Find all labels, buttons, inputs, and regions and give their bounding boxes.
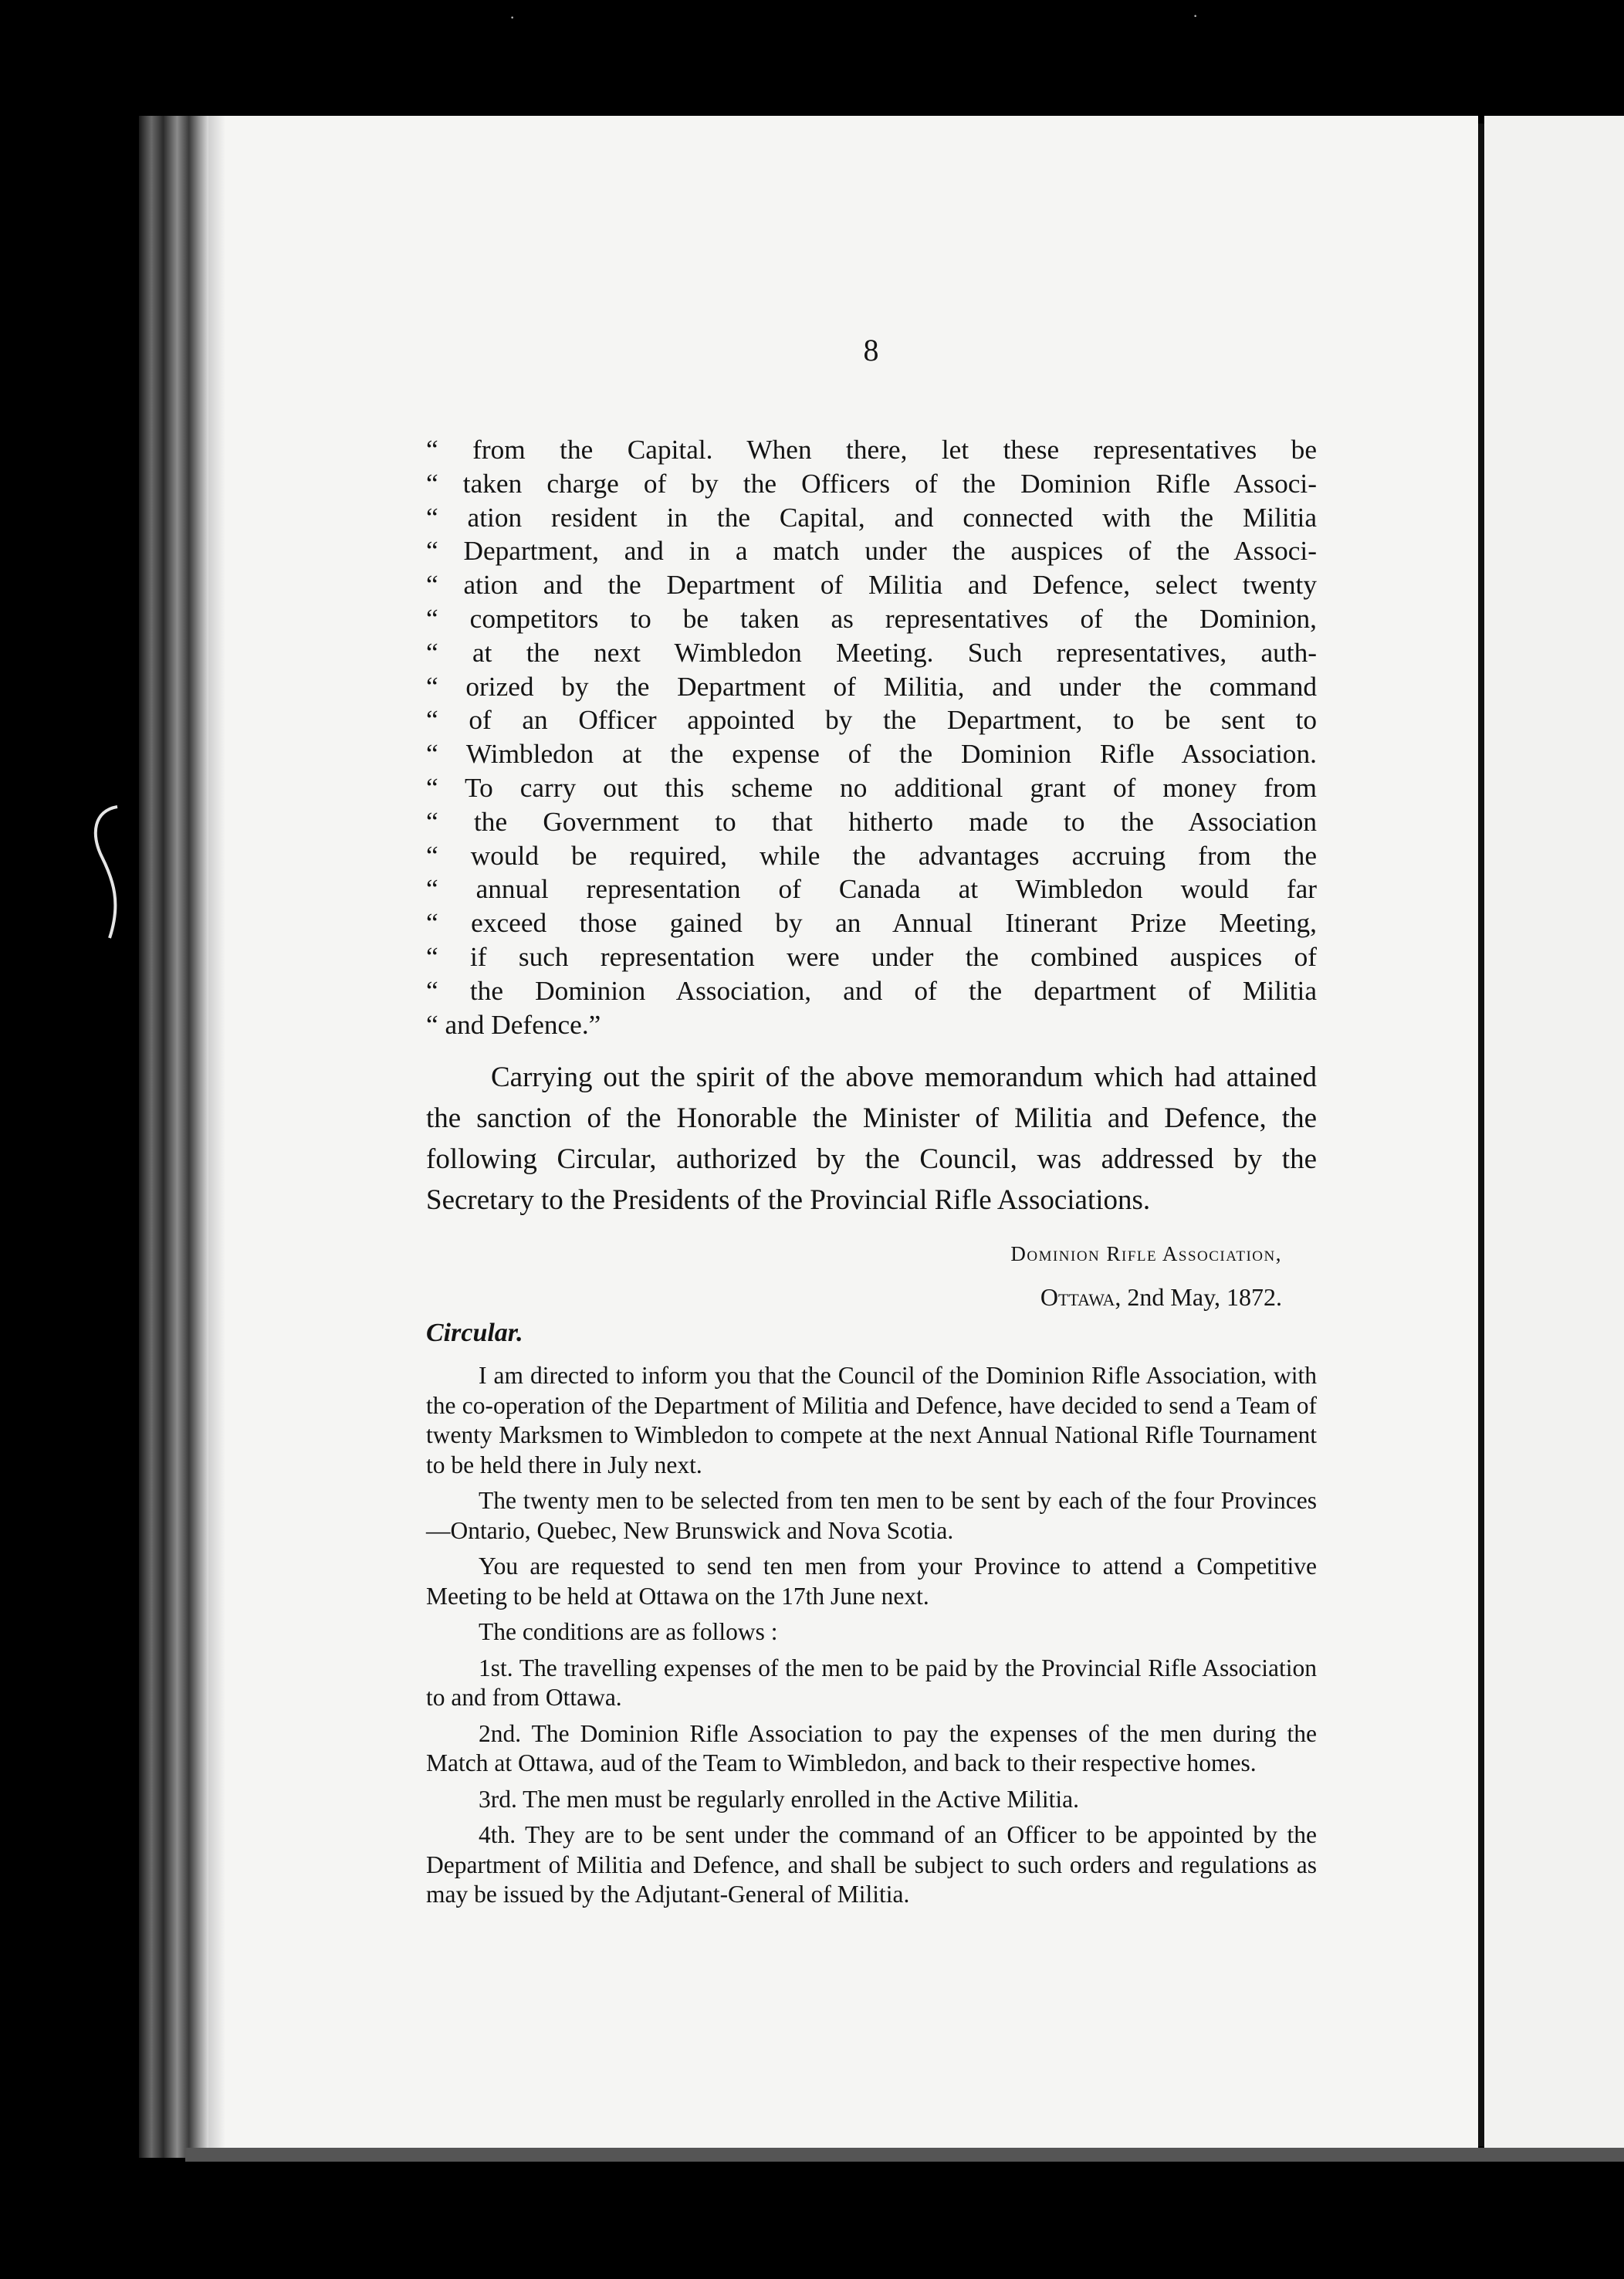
facing-page-edge	[1484, 116, 1624, 2148]
signature-date-line	[426, 1279, 1282, 1315]
circular-paragraph: The conditions are as follows :	[479, 1618, 778, 1646]
quoted-memorandum	[426, 433, 1317, 1041]
signature-date: 2nd May, 1872.	[1127, 1283, 1282, 1312]
circular-paragraph: The twenty men to be selected from ten men to be sent by each of the four Provinces—Ontario, Quebec, New Brunswick and Nova Scotia.	[426, 1487, 1317, 1544]
scan-specks: ·	[1193, 6, 1199, 25]
quote-line: “ from the Capital. When there, let these representatives be	[426, 435, 1317, 465]
condition-item: 4th. They are to be sent under the command of an Officer to be appointed by the Department of Militia and Defence, and shall be subject to such orders and regulations as may be issued by the Adjutant-General of Militia.	[426, 1821, 1317, 1908]
body-paragraph: Carrying out the spirit of the above memorandum which had attained the sanction of the Honorable the Minister of Militia and Defence, the following Circular, authorized by the Council, was addressed by the Secretary to the Presidents of the Provincial Rifle Associations.	[426, 1062, 1317, 1217]
page-number: 8	[863, 333, 880, 367]
page-content	[426, 332, 1317, 1916]
quote-line: “ To carry out this scheme no additional grant of money from	[426, 772, 1317, 803]
quote-line: “ ation and the Department of Militia and Defence, select twenty	[426, 570, 1317, 601]
condition-item: 2nd. The Dominion Rifle Association to pay the expenses of the men during the Match at Ottawa, aud of the Team to Wimbledon, and back to their respective homes.	[426, 1719, 1317, 1777]
quote-line: “ annual representation of Canada at Wimbledon would far	[426, 874, 1317, 905]
circular-paragraph: I am directed to inform you that the Council of the Dominion Rifle Association, with the co-operation of the Department of Militia and Defence, have decided to send a Team of twenty Marksmen to Wimbledon to compete at the next Annual National Rifle Tournament to be held there in July next.	[426, 1362, 1317, 1478]
thread-mark	[86, 803, 133, 942]
quote-line: “ ation resident in the Capital, and connected with the Militia	[426, 502, 1317, 533]
quote-line: “ Wimbledon at the expense of the Dominion Rifle Association.	[426, 739, 1317, 770]
quote-line: “ would be required, while the advantages accruing from the	[426, 840, 1317, 871]
book-spine	[139, 116, 208, 2158]
signature-place: Ottawa,	[1040, 1283, 1122, 1312]
quote-line: “ competitors to be taken as representatives of the Dominion,	[426, 603, 1317, 634]
circular-paragraph: You are requested to send ten men from your Province to attend a Competitive Meeting to be held at Ottawa on the 17th June next.	[426, 1553, 1317, 1610]
quote-line: “ and Defence.”	[426, 1009, 601, 1040]
quote-line: “ Department, and in a match under the auspices of the Associ-	[426, 536, 1317, 567]
quote-line: “ exceed those gained by an Annual Itinerant Prize Meeting,	[426, 908, 1317, 939]
circular-heading: Circular.	[426, 1319, 523, 1348]
quote-line: “ the Dominion Association, and of the department of Militia	[426, 975, 1317, 1006]
quote-line: “ taken charge of by the Officers of the Dominion Rifle Associ-	[426, 468, 1317, 499]
quote-line: “ orized by the Department of Militia, and under the command	[426, 671, 1317, 702]
quote-line: “ at the next Wimbledon Meeting. Such representatives, auth-	[426, 637, 1317, 668]
condition-item: 3rd. The men must be regularly enrolled in the Active Militia.	[479, 1785, 1079, 1813]
scan-specks: ·	[509, 8, 516, 27]
quote-line: “ the Government to that hitherto made to the Association	[426, 806, 1317, 837]
condition-item: 1st. The travelling expenses of the men to be paid by the Provincial Rifle Association to and from Ottawa.	[426, 1654, 1317, 1712]
signature-organization: Dominion Rifle Association,	[1010, 1242, 1282, 1266]
page-bottom-edge	[185, 2148, 1624, 2162]
quote-line: “ of an Officer appointed by the Department, to be sent to	[426, 705, 1317, 736]
quote-line: “ if such representation were under the combined auspices of	[426, 941, 1317, 972]
page-gutter	[1478, 124, 1484, 2146]
